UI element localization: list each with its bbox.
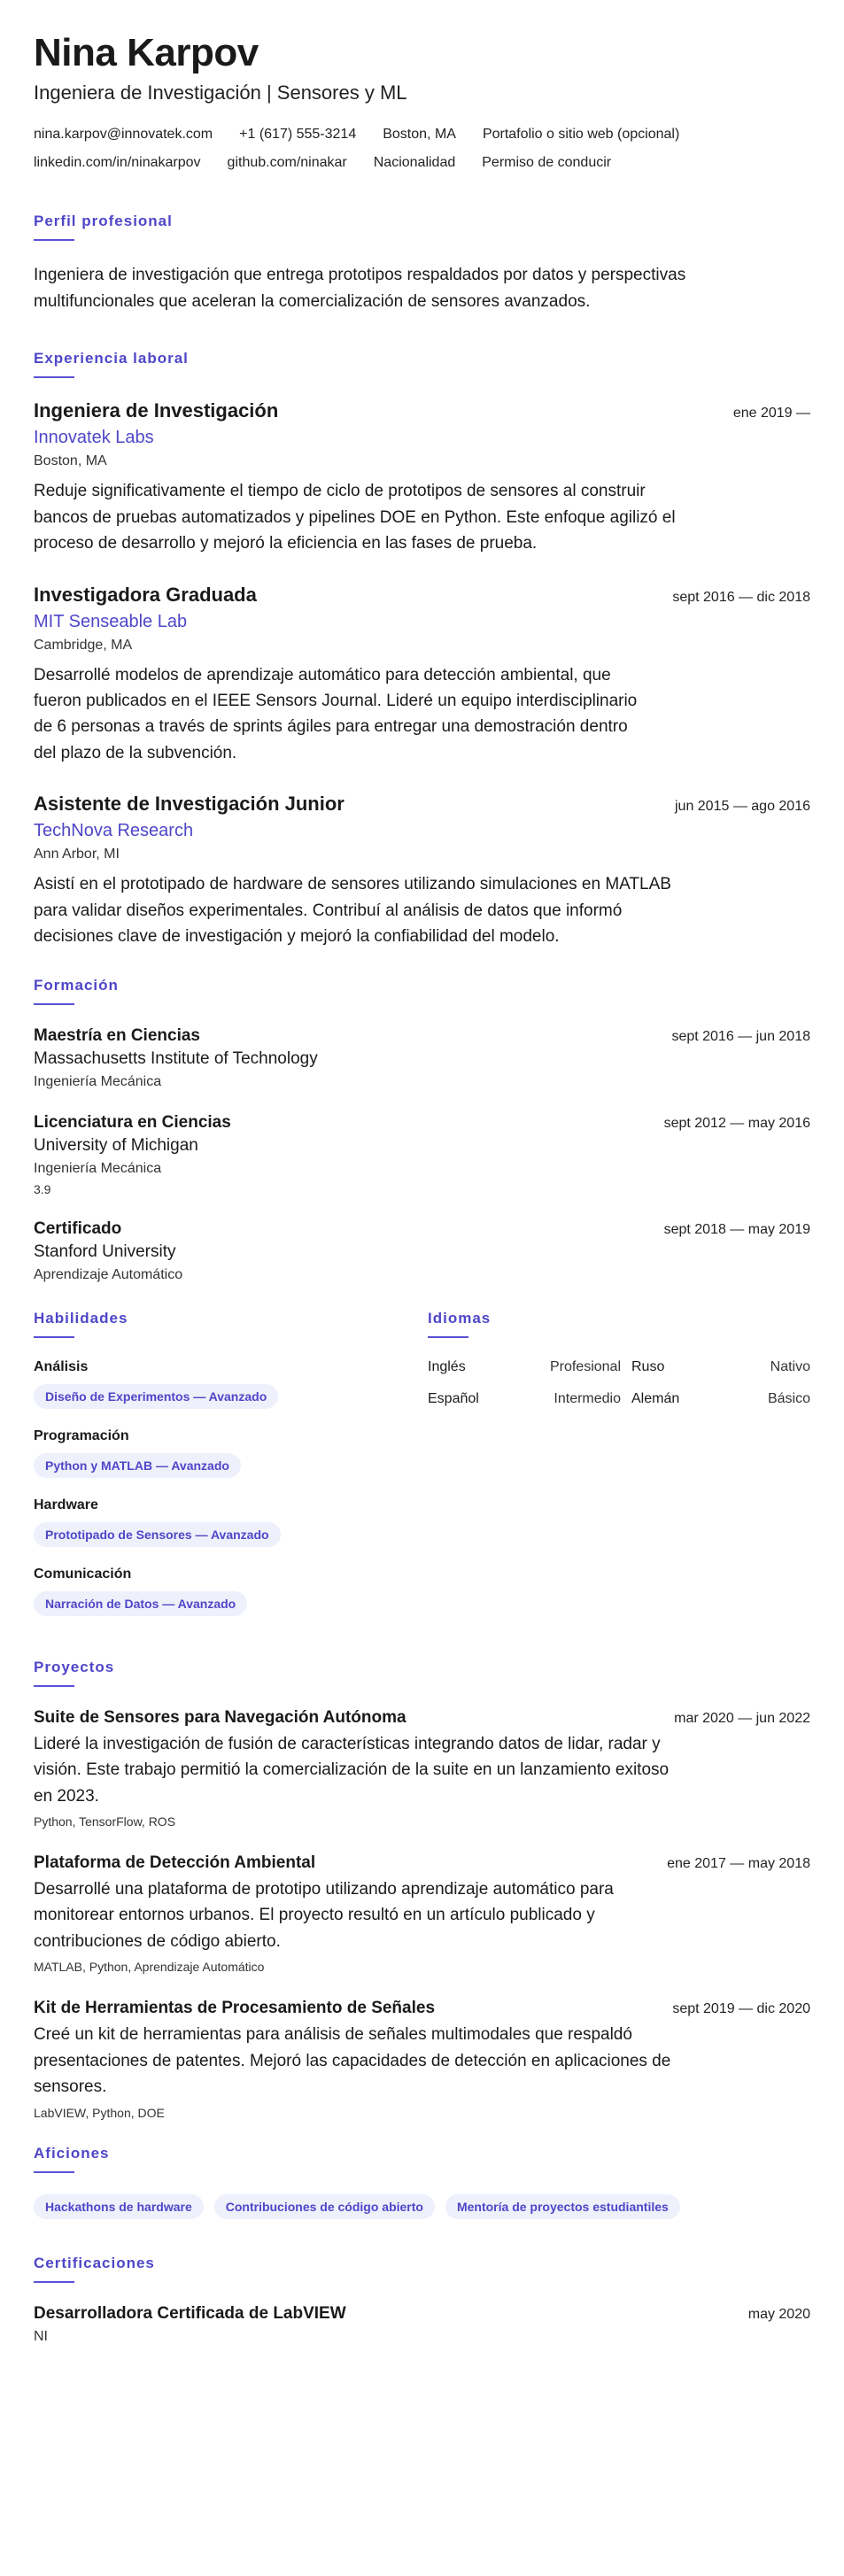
section-divider xyxy=(34,1685,74,1687)
skill-category: Análisis xyxy=(34,1358,89,1374)
contact-phone[interactable]: +1 (617) 555-3214 xyxy=(239,127,357,143)
skills-section xyxy=(34,1310,428,1636)
skill-category: Comunicación xyxy=(34,1566,132,1582)
job-title: Asistente de Investigación Junior xyxy=(34,793,345,816)
job-description: Desarrollé modelos de aprendizaje automático para detección ambiental, que fueron publicados en el IEEE Sensors Journal. Lideré un equipo interdisciplinario de 6 personas a través de sprints ágiles para entregar una demostración dentro del plazo de la subvención. xyxy=(34,665,638,762)
resume-header xyxy=(34,32,810,177)
education-entry xyxy=(34,1219,810,1283)
contact-driving-license: Permiso de conducir xyxy=(482,155,612,171)
education-entry xyxy=(34,1113,810,1196)
language-level: Intermedio xyxy=(554,1390,621,1406)
job-description: Asistí en el prototipado de hardware de sensores utilizando simulaciones en MATLAB para validar diseños experimentales. Contribuí al análisis de datos que informó decisiones clave de investigación y mejoró la confiabilidad del modelo. xyxy=(34,875,671,947)
section-title: Aficiones xyxy=(34,2144,110,2162)
candidate-headline: Ingeniera de Investigación | Sensores y ML xyxy=(34,81,407,104)
education-section xyxy=(34,977,810,1283)
employer-name: MIT Senseable Lab xyxy=(34,611,188,631)
contact-email[interactable]: nina.karpov@innovatek.com xyxy=(34,127,213,143)
section-title: Perfil profesional xyxy=(34,213,173,230)
experience-entry xyxy=(34,399,810,556)
interests-section xyxy=(34,2145,810,2219)
skill-group xyxy=(34,1428,428,1478)
project-dates: ene 2017 — may 2018 xyxy=(667,1855,810,1871)
languages-section xyxy=(428,1310,810,1636)
job-dates: ene 2019 — xyxy=(732,406,810,422)
skill-category: Hardware xyxy=(34,1497,98,1512)
languages-grid xyxy=(428,1359,810,1407)
section-divider xyxy=(34,1336,74,1338)
field-of-study: Ingeniería Mecánica xyxy=(34,1073,162,1089)
section-title: Formación xyxy=(34,976,119,994)
interest-pill: Contribuciones de código abierto xyxy=(214,2194,435,2219)
school-name: Stanford University xyxy=(34,1242,176,1261)
job-title: Ingeniera de Investigación xyxy=(34,399,279,422)
gpa-value: 3.9 xyxy=(34,1181,51,1196)
education-dates: sept 2018 — may 2019 xyxy=(663,1221,810,1237)
field-of-study: Aprendizaje Automático xyxy=(34,1266,183,1282)
job-title: Investigadora Graduada xyxy=(34,583,257,606)
section-title: Idiomas xyxy=(428,1309,492,1327)
skill-pill: Prototipado de Sensores — Avanzado xyxy=(34,1522,281,1547)
project-dates: mar 2020 — jun 2022 xyxy=(674,1710,810,1726)
contact-github[interactable]: github.com/ninakar xyxy=(227,155,347,171)
contact-portfolio[interactable]: Portafolio o sitio web (opcional) xyxy=(482,127,680,143)
section-divider xyxy=(34,239,74,241)
certification-entry xyxy=(34,2304,810,2345)
job-location: Cambridge, MA xyxy=(34,637,133,653)
degree-title: Licenciatura en Ciencias xyxy=(34,1112,231,1132)
section-divider xyxy=(34,2171,74,2173)
education-dates: sept 2016 — jun 2018 xyxy=(671,1028,810,1044)
section-title: Proyectos xyxy=(34,1658,115,1675)
certification-name: Desarrolladora Certificada de LabVIEW xyxy=(34,2303,346,2323)
section-divider xyxy=(428,1336,468,1338)
skill-group xyxy=(34,1497,428,1547)
interest-pill: Mentoría de proyectos estudiantiles xyxy=(445,2194,680,2219)
language-level: Nativo xyxy=(770,1358,810,1374)
project-name: Plataforma de Detección Ambiental xyxy=(34,1853,316,1872)
job-location: Ann Arbor, MI xyxy=(34,847,120,863)
summary-text: Ingeniera de investigación que entrega prototipos respaldados por datos y perspectivas multifuncionales que aceleran la comercialización de sensores avanzados. xyxy=(34,266,686,311)
language-name: Ruso xyxy=(631,1358,665,1374)
language-level: Básico xyxy=(767,1390,810,1406)
language-name: Alemán xyxy=(631,1390,680,1406)
project-entry xyxy=(34,1999,810,2119)
field-of-study: Ingeniería Mecánica xyxy=(34,1160,162,1176)
project-name: Suite de Sensores para Navegación Autónoma xyxy=(34,1707,407,1727)
language-name: Español xyxy=(428,1390,479,1406)
skill-pill: Narración de Datos — Avanzado xyxy=(34,1591,247,1616)
contact-linkedin[interactable]: linkedin.com/in/ninakarpov xyxy=(34,155,201,171)
project-dates: sept 2019 — dic 2020 xyxy=(672,2001,810,2017)
project-description: Lideré la investigación de fusión de características integrando datos de lidar, radar y visión. Este trabajo permitió la comercialización de la suite en un lanzamiento exitoso en 2023. xyxy=(34,1734,670,1806)
employer-name: TechNova Research xyxy=(34,821,194,841)
project-technologies: MATLAB, Python, Aprendizaje Automático xyxy=(34,1960,265,1975)
language-name: Inglés xyxy=(428,1358,466,1374)
job-dates: jun 2015 — ago 2016 xyxy=(674,799,810,815)
project-name: Kit de Herramientas de Procesamiento de Señales xyxy=(34,1999,436,2018)
degree-title: Certificado xyxy=(34,1218,122,1238)
contact-row-1 xyxy=(34,120,810,149)
project-technologies: LabVIEW, Python, DOE xyxy=(34,2105,165,2120)
project-description: Desarrollé una plataforma de prototipo utilizando aprendizaje automático para monitorear entornos urbanos. El proyecto resultó en un artículo publicado y contribuciones de código abierto. xyxy=(34,1879,614,1951)
project-entry xyxy=(34,1853,810,1974)
language-level: Profesional xyxy=(549,1358,621,1374)
contact-row-2 xyxy=(34,149,810,177)
candidate-name: Nina Karpov xyxy=(34,31,259,74)
job-description: Reduje significativamente el tiempo de ciclo de prototipos de sensores al construir bancos de pruebas automatizados y pipelines DOE en Python. Este enfoque agilizó el proceso de desarrollo y mejoró la eficiencia en las fases de prueba. xyxy=(34,482,676,553)
education-dates: sept 2012 — may 2016 xyxy=(663,1115,810,1131)
education-entry xyxy=(34,1026,810,1090)
section-divider xyxy=(34,376,74,378)
job-dates: sept 2016 — dic 2018 xyxy=(672,589,810,605)
contact-location: Boston, MA xyxy=(383,127,456,143)
school-name: University of Michigan xyxy=(34,1135,198,1155)
experience-entry xyxy=(34,584,810,767)
certification-date: may 2020 xyxy=(747,2306,810,2322)
summary-section xyxy=(34,213,810,314)
section-title: Experiencia laboral xyxy=(34,350,189,367)
skill-group xyxy=(34,1566,428,1616)
section-title: Habilidades xyxy=(34,1309,128,1327)
projects-section xyxy=(34,1659,810,2120)
certification-issuer: NI xyxy=(34,2328,48,2344)
skills-languages-row xyxy=(34,1310,810,1636)
employer-name: Innovatek Labs xyxy=(34,428,154,448)
section-divider xyxy=(34,1003,74,1005)
degree-title: Maestría en Ciencias xyxy=(34,1025,200,1045)
skill-pill: Diseño de Experimentos — Avanzado xyxy=(34,1384,278,1409)
experience-entry xyxy=(34,793,810,949)
project-technologies: Python, TensorFlow, ROS xyxy=(34,1814,176,1829)
section-title: Certificaciones xyxy=(34,2254,155,2271)
skill-group xyxy=(34,1359,428,1409)
interest-pill: Hackathons de hardware xyxy=(34,2194,204,2219)
skill-pill: Python y MATLAB — Avanzado xyxy=(34,1453,241,1478)
section-divider xyxy=(34,2281,74,2283)
certifications-section xyxy=(34,2255,810,2345)
project-entry xyxy=(34,1708,810,1829)
job-location: Boston, MA xyxy=(34,453,107,469)
school-name: Massachusetts Institute of Technology xyxy=(34,1048,318,1068)
skill-category: Programación xyxy=(34,1427,129,1443)
experience-section xyxy=(34,350,810,949)
project-description: Creé un kit de herramientas para análisis de señales multimodales que respaldó presentaciones de patentes. Mejoró las capacidades de detección en aplicaciones de sensores. xyxy=(34,2025,671,2097)
interests-list xyxy=(34,2194,810,2219)
contact-nationality: Nacionalidad xyxy=(373,155,456,171)
